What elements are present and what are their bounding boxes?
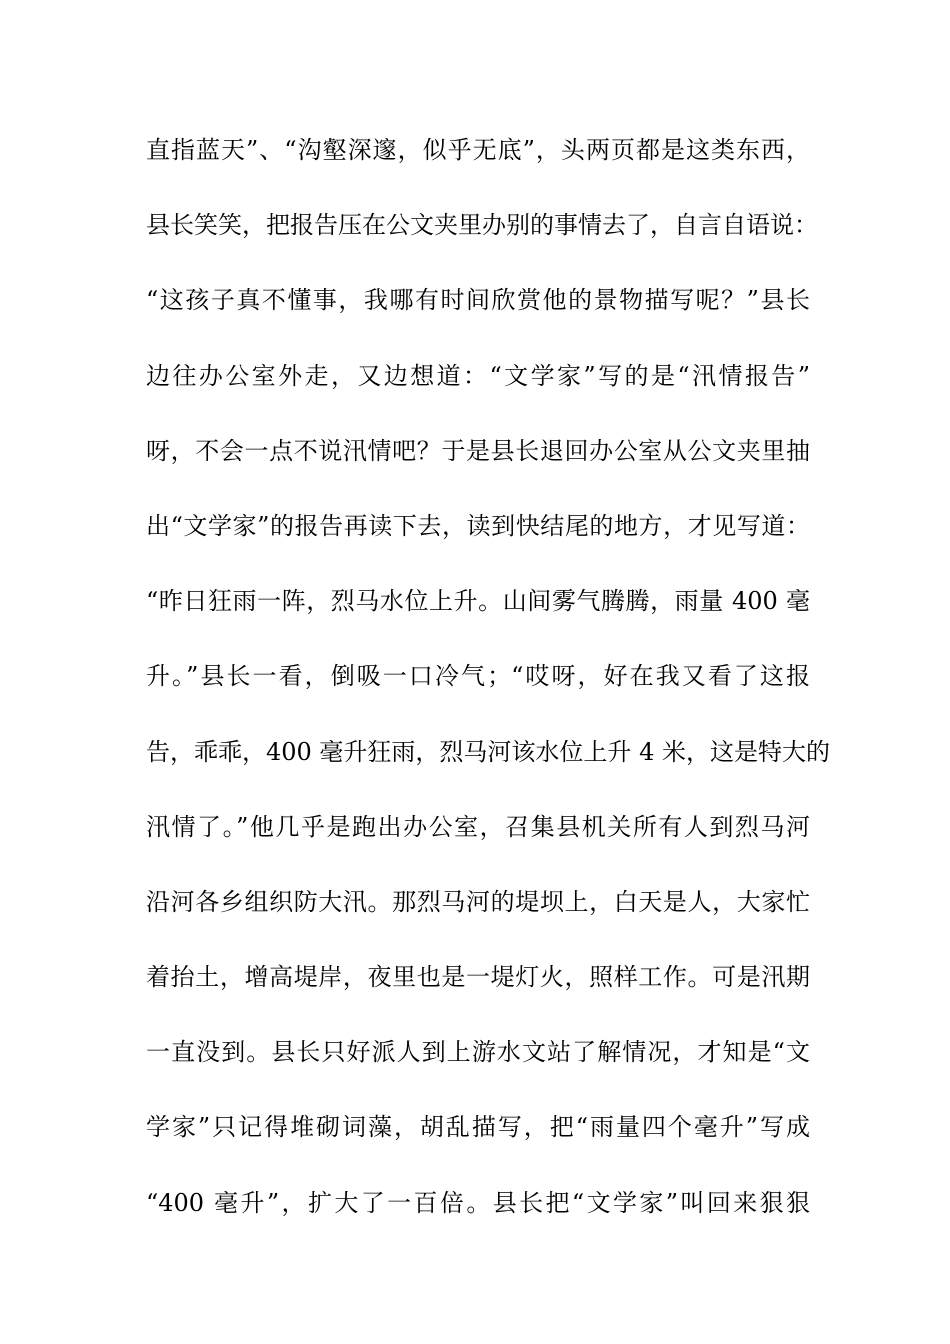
text-line: 一直没到。县长只好派人到上游水文站了解情况，才知是“文 xyxy=(146,1038,810,1067)
text-line: “400 毫升”，扩大了一百倍。县长把“文学家”叫回来狠狠 xyxy=(146,1188,810,1217)
text-line: “这孩子真不懂事，我哪有时间欣赏他的景物描写呢？”县长 xyxy=(146,286,810,315)
text-line: 直指蓝天”、“沟壑深邃，似乎无底”，头两页都是这类东西， xyxy=(146,136,810,164)
text-line: 汛情了。”他几乎是跑出办公室，召集县机关所有人到烈马河 xyxy=(146,812,810,841)
text-line: 升。”县长一看，倒吸一口冷气；“哎呀，好在我又看了这报 xyxy=(146,662,810,691)
text-line: 着抬土，增高堤岸，夜里也是一堤灯火，照样工作。可是汛期 xyxy=(146,963,810,992)
text-line: 学家”只记得堆砌词藻，胡乱描写，把“雨量四个毫升”写成 xyxy=(146,1113,810,1142)
body-text xyxy=(146,128,830,1256)
text-line: 告，乖乖，400 毫升狂雨，烈马河该水位上升 4 米，这是特大的 xyxy=(146,737,830,766)
text-line: “昨日狂雨一阵，烈马水位上升。山间雾气腾腾，雨量 400 毫 xyxy=(146,587,810,616)
text-line: 沿河各乡组织防大汛。那烈马河的堤坝上，白天是人，大家忙 xyxy=(146,887,810,916)
text-line: 出“文学家”的报告再读下去，读到快结尾的地方，才见写道： xyxy=(146,511,810,540)
text-line: 县长笑笑，把报告压在公文夹里办别的事情去了，自言自语说： xyxy=(146,211,818,240)
text-line: 呀，不会一点不说汛情吧？于是县长退回办公室从公文夹里抽 xyxy=(146,436,810,465)
text-line: 边往办公室外走，又边想道：“文学家”写的是“汛情报告” xyxy=(146,361,810,390)
